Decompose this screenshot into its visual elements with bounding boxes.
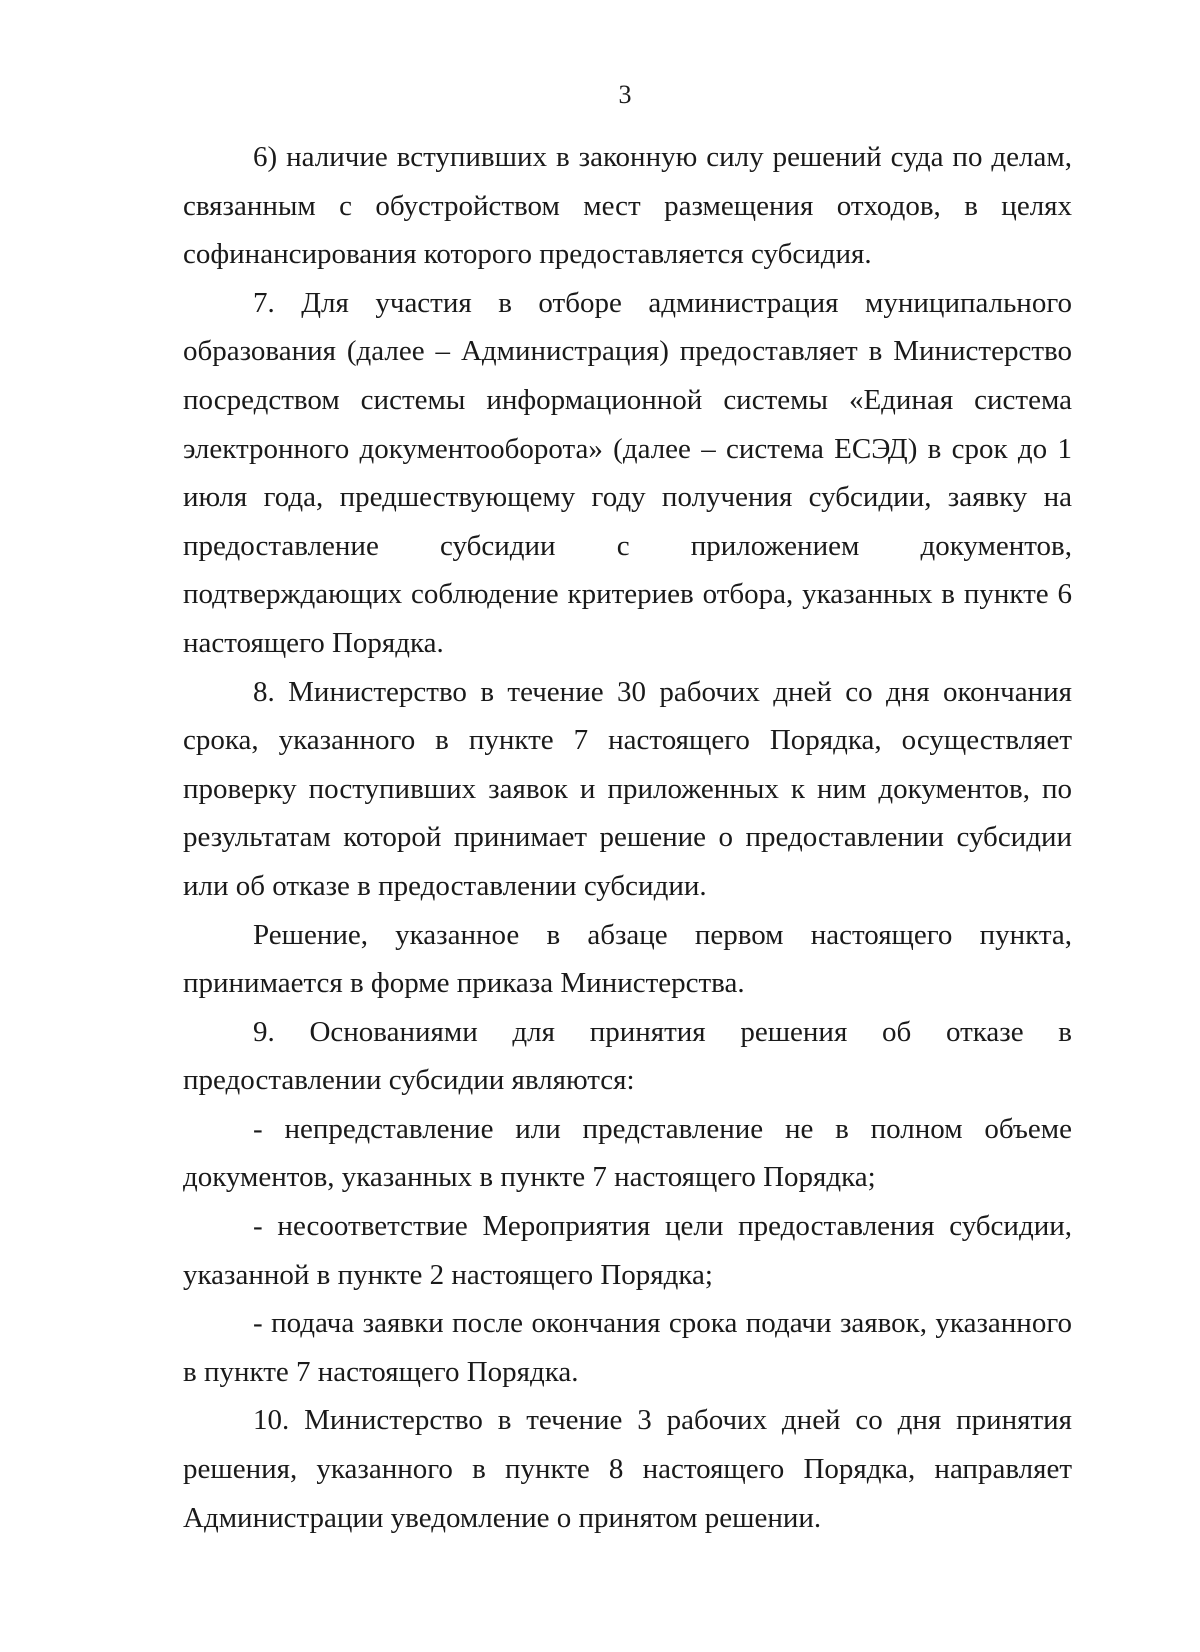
paragraph-refusal-reason-1: - непредставление или представление не в полном объеме документов, указанных в пункте 7 настоящего Порядка; [183, 1112, 1072, 1194]
paragraph-clause-10: 10. Министерство в течение 3 рабочих дней со дня принятия решения, указанного в пункте 8 настоящего Порядка, направляет Администрации уведомление о принятом решении. [183, 1404, 1072, 1534]
paragraph-refusal-reason-2: - несоответствие Мероприятия цели предоставления субсидии, указанной в пункте 2 настоящего Порядка; [183, 1210, 1072, 1291]
document-body [183, 133, 1072, 1542]
paragraph-item-6: 6) наличие вступивших в законную силу решений суда по делам, связанным с обустройством мест размещения отходов, в целях софинансирования которого предоставляется субсидия. [183, 141, 1072, 271]
paragraph-clause-7: 7. Для участия в отборе администрация муниципального образования (далее – Администрация) предоставляет в Министерство посредством системы информационной системы «Единая система электронного документооборота» (далее – система ЕСЭД) в срок до 1 июля года, предшествующему году получения субсидии, заявку на предоставление субсидии с приложением документов, подтверждающих соблюдение критериев отбора, указанных в пункте 6 настоящего Порядка. [183, 286, 1072, 659]
paragraph-refusal-reason-3: - подача заявки после окончания срока подачи заявок, указанного в пункте 7 настоящего Порядка. [183, 1307, 1072, 1388]
paragraph-clause-9: 9. Основаниями для принятия решения об отказе в предоставлении субсидии являются: [183, 1015, 1072, 1097]
paragraph-clause-8-decision: Решение, указанное в абзаце первом настоящего пункта, принимается в форме приказа Министерства. [183, 918, 1072, 1000]
page-number: 3 [618, 80, 632, 109]
paragraph-clause-8: 8. Министерство в течение 30 рабочих дней со дня окончания срока, указанного в пункте 7 настоящего Порядка, осуществляет проверку поступивших заявок и приложенных к ним документов, по результатам которой принимает решение о предоставлении субсидии или об отказе в предоставлении субсидии. [183, 675, 1072, 902]
